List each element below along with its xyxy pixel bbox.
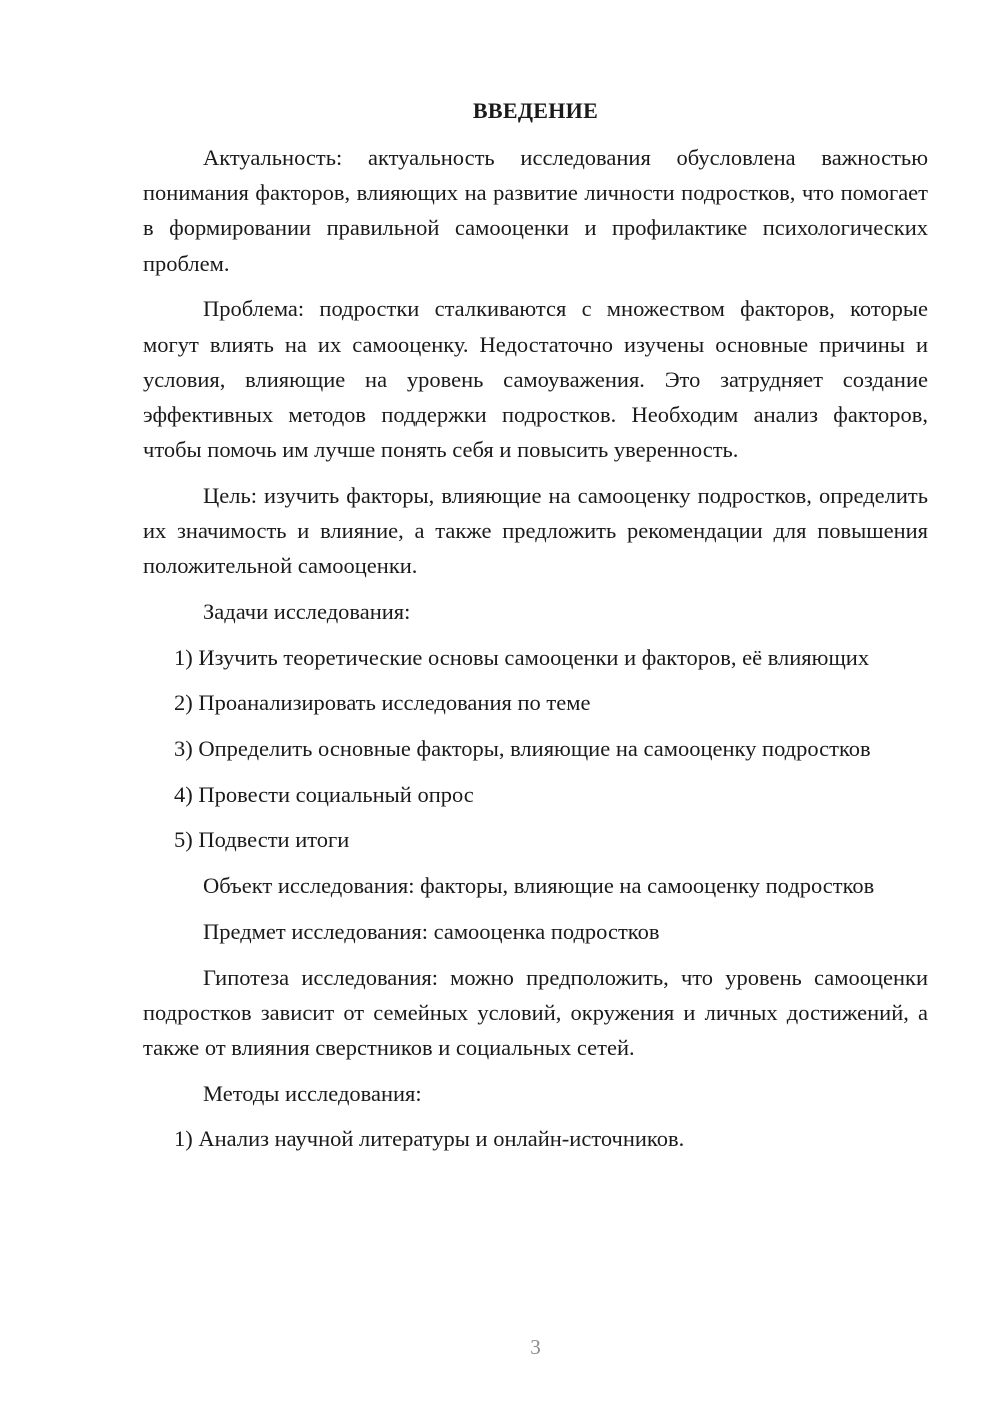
paragraph-relevance: Актуальность: актуальность исследования обусловлена важностью понимания факторов, влияющих на развитие личности подростков, что помогает в формировании правильной самооценки и профилактике психологических проблем. [143, 145, 928, 276]
paragraph-problem: Проблема: подростки сталкиваются с множеством факторов, которые могут влиять на их самооценку. Недостаточно изучены основные причины и условия, влияющие на уровень самоуважения. Это затрудняет создание эффективных методов поддержки подростков. Необходим анализ факторов, чтобы помочь им лучше понять себя и повысить уверенность. [143, 296, 928, 463]
paragraph-tasks-heading: Задачи исследования: [203, 598, 411, 624]
list-item-task-3: 3) Определить основные факторы, влияющие на самооценку подростков [174, 736, 871, 762]
list-item-task-1: 1) Изучить теоретические основы самооценки и факторов, её влияющих [174, 644, 870, 670]
list-item-task-5: 5) Подвести итоги [174, 827, 350, 853]
paragraph-hypothesis: Гипотеза исследования: можно предположить, что уровень самооценки подростков зависит от семейных условий, окружения и личных достижений, а также от влияния сверстников и социальных сетей. [143, 964, 928, 1060]
list-item-task-4: 4) Провести социальный опрос [174, 781, 474, 807]
list-item-method-1: 1) Анализ научной литературы и онлайн-источников. [174, 1126, 685, 1152]
paragraph-goal: Цель: изучить факторы, влияющие на самооценку подростков, определить их значимость и влияние, а также предложить рекомендации для повышения положительной самооценки. [143, 482, 928, 579]
paragraph-methods-heading: Методы исследования: [203, 1080, 422, 1106]
list-item-task-2: 2) Проанализировать исследования по теме [174, 690, 591, 716]
page-title: ВВЕДЕНИЕ [472, 98, 599, 123]
document-body [143, 140, 928, 1167]
paragraph-object: Объект исследования: факторы, влияющие на самооценку подростков [203, 873, 875, 899]
page-number: 3 [530, 1335, 541, 1359]
paragraph-subject: Предмет исследования: самооценка подростков [203, 918, 660, 944]
